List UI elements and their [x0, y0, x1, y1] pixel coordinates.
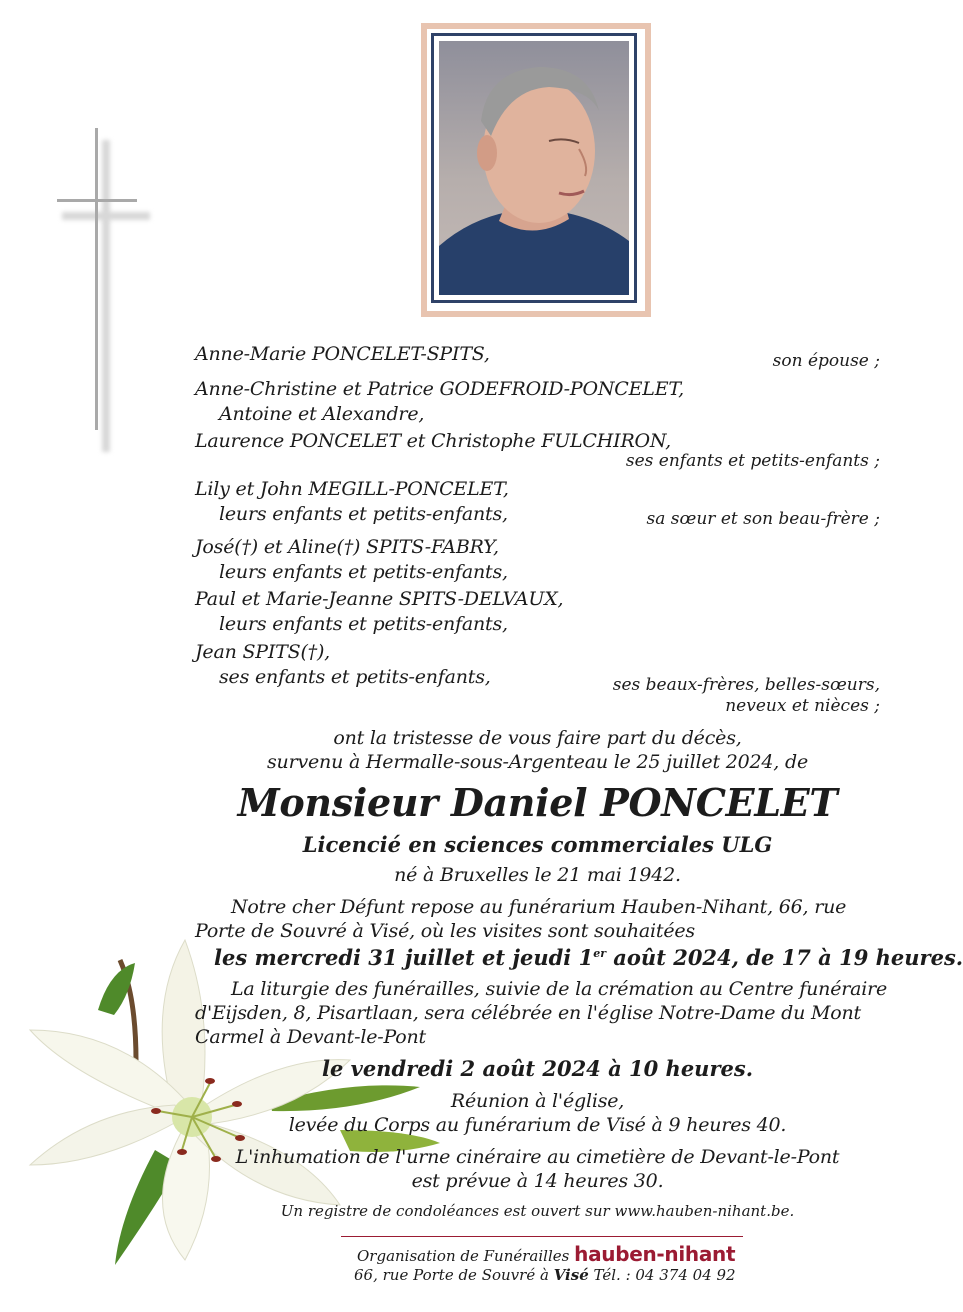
deceased-name: Monsieur Daniel PONCELET [237, 780, 838, 825]
relation-label: neveux et nièces ; [725, 696, 880, 716]
visits-dates: les mercredi 31 juillet et jeudi 1er août 2024, de 17 à 19 heures. [214, 945, 963, 970]
funeral-line: L'inhumation de l'urne cinéraire au cimetière de Devant-le-Pont [235, 1146, 840, 1168]
visits-line: Porte de Souvré à Visé, où les visites sont souhaitées [195, 920, 695, 942]
birth-info: né à Bruxelles le 21 mai 1942. [394, 864, 681, 886]
family-line: leurs enfants et petits-enfants, [219, 503, 508, 525]
portrait-photo [421, 23, 651, 317]
funeral-line: est prévue à 14 heures 30. [411, 1170, 664, 1192]
announcement-line: survenu à Hermalle-sous-Argenteau le 25 juillet 2024, de [266, 751, 808, 773]
family-line: Paul et Marie-Jeanne SPITS-DELVAUX, [195, 588, 564, 610]
relation-label: sa sœur et son beau-frère ; [646, 509, 880, 529]
relation-label: son épouse ; [772, 351, 880, 371]
funeral-organizer: Organisation de Funérailles hauben-nihant [357, 1242, 736, 1266]
funeral-date: le vendredi 2 août 2024 à 10 heures. [321, 1056, 754, 1081]
condolence-registry: Un registre de condoléances est ouvert sur www.hauben-nihant.be. [280, 1202, 795, 1220]
family-line: leurs enfants et petits-enfants, [219, 613, 508, 635]
funeral-line: d'Eijsden, 8, Pisartlaan, sera célébrée en l'église Notre-Dame du Mont [195, 1002, 861, 1024]
relation-label: ses enfants et petits-enfants ; [625, 451, 880, 471]
family-line: ses enfants et petits-enfants, [219, 666, 491, 688]
family-line: Laurence PONCELET et Christophe FULCHIRON, [195, 430, 671, 452]
family-line: Anne-Marie PONCELET-SPITS, [195, 343, 490, 365]
announcement-line: ont la tristesse de vous faire part du décès, [333, 727, 742, 749]
family-line: Antoine et Alexandre, [219, 403, 425, 425]
relation-label: ses beaux-frères, belles-sœurs, [612, 675, 880, 695]
deceased-title: Licencié en sciences commerciales ULG [302, 832, 773, 857]
visits-line: Notre cher Défunt repose au funérarium Hauben-Nihant, 66, rue [231, 896, 847, 918]
funeral-line: Carmel à Devant-le-Pont [195, 1026, 426, 1048]
funeral-line: Réunion à l'église, [450, 1090, 625, 1112]
family-line: Jean SPITS(†), [195, 641, 331, 663]
family-line: Anne-Christine et Patrice GODEFROID-PONCELET, [195, 378, 684, 400]
funeral-line: levée du Corps au funérarium de Visé à 9 heures 40. [288, 1114, 787, 1136]
brand-logo: hauben-nihant [574, 1242, 736, 1266]
family-line: José(†) et Aline(†) SPITS-FABRY, [195, 536, 499, 558]
family-line: leurs enfants et petits-enfants, [219, 561, 508, 583]
organizer-address: 66, rue Porte de Souvré à Visé Tél. : 04 374 04 92 [354, 1266, 736, 1284]
family-line: Lily et John MEGILL-PONCELET, [195, 478, 509, 500]
footer-divider [341, 1236, 743, 1237]
funeral-line: La liturgie des funérailles, suivie de la crémation au Centre funéraire [231, 978, 888, 1000]
